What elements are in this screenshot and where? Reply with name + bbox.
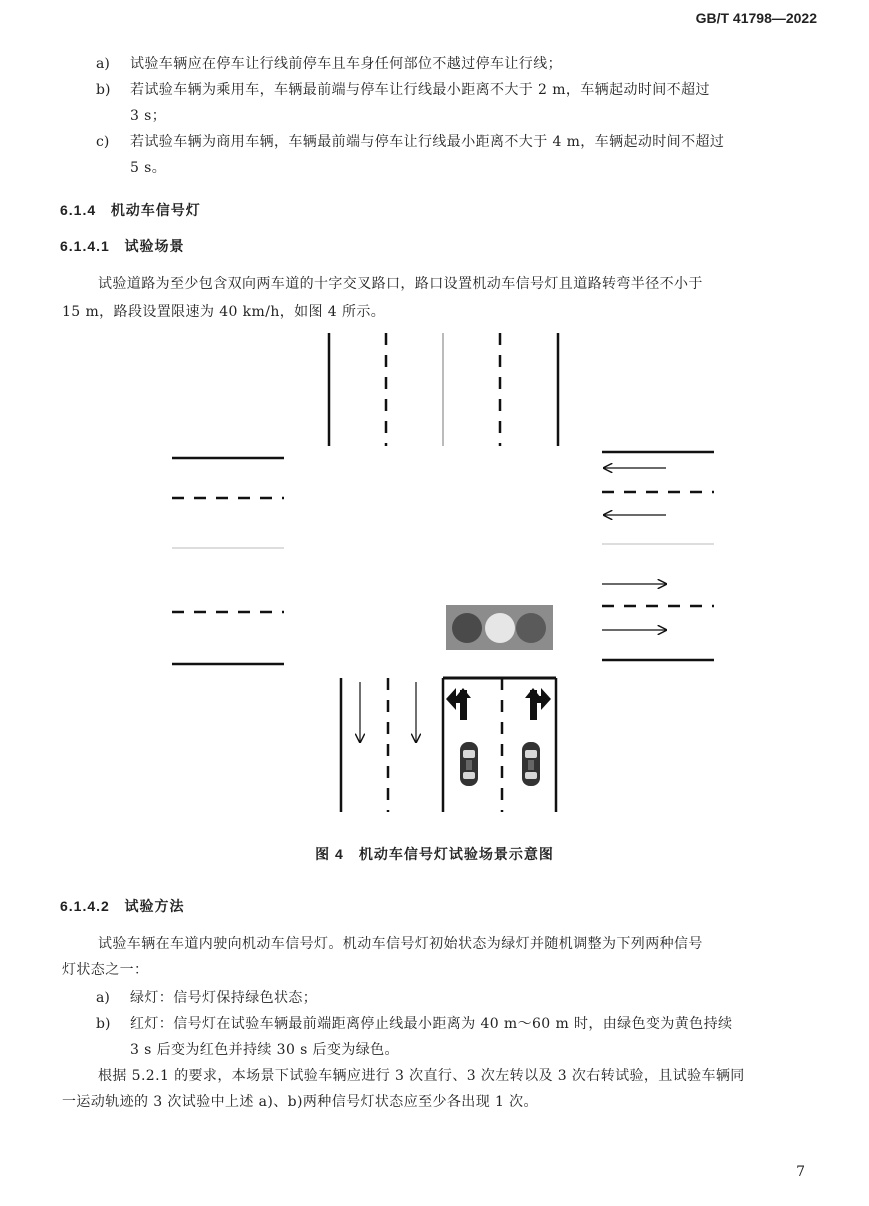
paragraph-line: 试验车辆在车道内驶向机动车信号灯。机动车信号灯初始状态为绿灯并随机调整为下列两种信号 bbox=[98, 936, 703, 952]
signal-lamp-yellow bbox=[485, 613, 515, 643]
list-item-text: 若试验车辆为商用车辆，车辆最前端与停车让行线最小距离不大于 4 m，车辆起动时间不超过 bbox=[130, 134, 725, 150]
signal-lamp-red bbox=[452, 613, 482, 643]
straight-right-arrow-icon bbox=[525, 688, 551, 720]
paragraph-line: 15 m，路段设置限速为 40 km/h，如图 4 所示。 bbox=[62, 304, 386, 320]
signal-lamp-green bbox=[516, 613, 546, 643]
list-item-label: a) bbox=[96, 990, 110, 1006]
list-item-label: c) bbox=[96, 134, 110, 150]
test-vehicle-icon bbox=[522, 742, 540, 786]
section-number: 6.1.4.2 bbox=[60, 898, 110, 914]
section-number: 6.1.4.1 bbox=[60, 238, 110, 254]
list-item-label: b) bbox=[96, 82, 111, 98]
figure-caption: 图 4 机动车信号灯试验场景示意图 bbox=[315, 846, 554, 862]
list-item-text: 试验车辆应在停车让行线前停车且车身任何部位不越过停车让行线； bbox=[130, 56, 562, 72]
list-item-text: 红灯：信号灯在试验车辆最前端距离停止线最小距离为 40 m～60 m 时，由绿色变为黄色持续 bbox=[130, 1016, 733, 1032]
list-item-text-cont: 5 s。 bbox=[130, 160, 167, 176]
list-item-text: 若试验车辆为乘用车，车辆最前端与停车让行线最小距离不大于 2 m，车辆起动时间不超过 bbox=[130, 82, 710, 98]
paragraph-line: 一运动轨迹的 3 次试验中上述 a)、b)两种信号灯状态应至少各出现 1 次。 bbox=[62, 1094, 538, 1110]
section-title: 试验场景 bbox=[124, 238, 185, 254]
traffic-signal bbox=[446, 605, 553, 650]
list-item-text: 绿灯：信号灯保持绿色状态； bbox=[130, 990, 318, 1006]
standard-number: GB/T 41798—2022 bbox=[695, 10, 817, 26]
section-title: 机动车信号灯 bbox=[110, 202, 201, 218]
straight-left-arrow-icon bbox=[446, 688, 471, 720]
list-item-label: a) bbox=[96, 56, 110, 72]
list-item-text-cont: 3 s 后变为红色并持续 30 s 后变为绿色。 bbox=[130, 1042, 399, 1058]
list-item-text-cont: 3 s； bbox=[130, 108, 167, 124]
list-item-label: b) bbox=[96, 1016, 111, 1032]
paragraph-line: 灯状态之一： bbox=[62, 962, 149, 978]
paragraph-line: 试验道路为至少包含双向两车道的十字交叉路口，路口设置机动车信号灯且道路转弯半径不小于 bbox=[98, 276, 703, 292]
subsection-heading bbox=[60, 896, 185, 916]
page-number: 7 bbox=[796, 1164, 805, 1180]
section-title: 试验方法 bbox=[124, 898, 185, 914]
test-vehicle-icon bbox=[460, 742, 478, 786]
paragraph-line: 根据 5.2.1 的要求，本场景下试验车辆应进行 3 次直行、3 次左转以及 3 次右转试验，且试验车辆同 bbox=[98, 1068, 745, 1084]
section-number: 6.1.4 bbox=[60, 202, 97, 218]
